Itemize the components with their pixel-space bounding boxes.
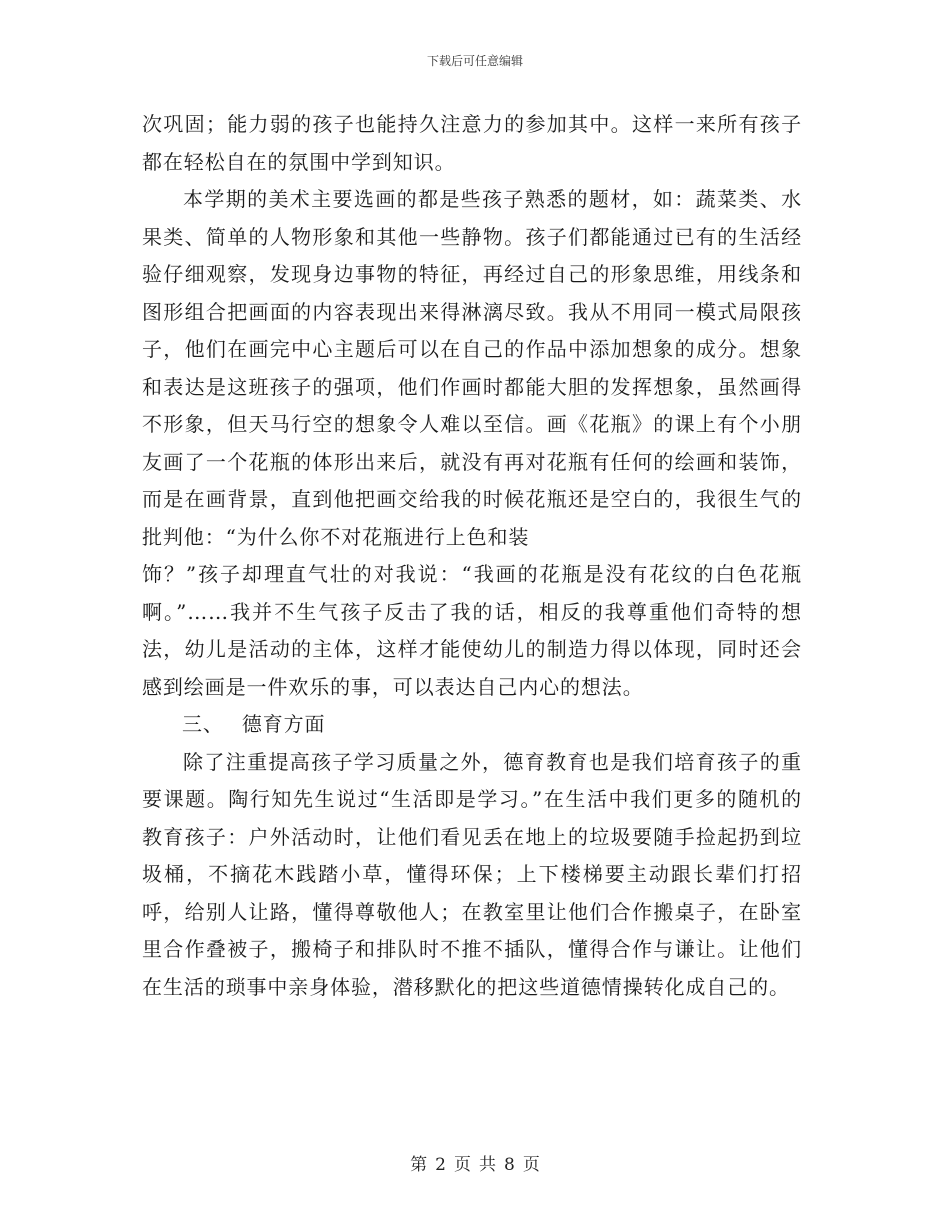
- footer-suffix: 页: [522, 1155, 540, 1175]
- page-footer: [0, 1150, 950, 1175]
- section-number: 三、: [182, 712, 224, 736]
- current-page-number: 2: [435, 1155, 446, 1175]
- section-title: 德育方面: [241, 712, 326, 736]
- paragraph-moral-education: 除了注重提高孩子学习质量之外，德育教育也是我们培育孩子的重要课题。陶行知先生说过“生活即是学习。”在生活中我们更多的随机的教育孩子：户外活动时，让他们看见丢在地上的垃圾要随手捡起扔到垃圾桶，不摘花木践踏小草，懂得环保；上下楼梯要主动跟长辈们打招呼，给别人让路，懂得尊敬他人；在教室里让他们合作搬桌子，在卧室里合作叠被子，搬椅子和排队时不推不插队，懂得合作与谦让。让他们在生活的琐事中亲身体验，潜移默化的把这些道德情操转化成自己的。: [142, 749, 802, 999]
- total-pages-number: 8: [504, 1155, 515, 1175]
- document-body: [142, 106, 802, 1006]
- paragraph-continued: 次巩固；能力弱的孩子也能持久注意力的参加其中。这样一来所有孩子都在轻松自在的氛围中学到知识。: [142, 112, 802, 174]
- section-heading: [142, 706, 802, 744]
- paragraph-art-class-continued: 饰？”孩子却理直气壮的对我说：“我画的花瓶是没有花纹的白色花瓶啊。”……我并不生气孩子反击了我的话，相反的我尊重他们奇特的想法，幼儿是活动的主体，这样才能使幼儿的制造力得以体现，同时还会感到绘画是一件欢乐的事，可以表达自己内心的想法。: [142, 562, 802, 699]
- footer-page-word: 页: [454, 1155, 471, 1175]
- page-header: 下载后可任意编辑: [426, 54, 523, 68]
- paragraph-art-class: 本学期的美术主要选画的都是些孩子熟悉的题材，如：蔬菜类、水果类、简单的人物形象和其他一些静物。孩子们都能通过已有的生活经验仔细观察，发现身边事物的特征，再经过自己的形象思维，用线条和图形组合把画面的内容表现出来得淋漓尽致。我从不用同一模式局限孩子，他们在画完中心主题后可以在自己的作品中添加想象的成分。想象和表达是这班孩子的强项，他们作画时都能大胆的发挥想象，虽然画得不形象，但天马行空的想象令人难以至信。画《花瓶》的课上有个小朋友画了一个花瓶的体形出来后，就没有再对花瓶有任何的绘画和装饰，而是在画背景，直到他把画交给我的时候花瓶还是空白的，我很生气的批判他：“为什么你不对花瓶进行上色和装: [142, 187, 802, 549]
- footer-prefix: 第: [410, 1155, 428, 1175]
- footer-total-word: 共: [479, 1155, 496, 1175]
